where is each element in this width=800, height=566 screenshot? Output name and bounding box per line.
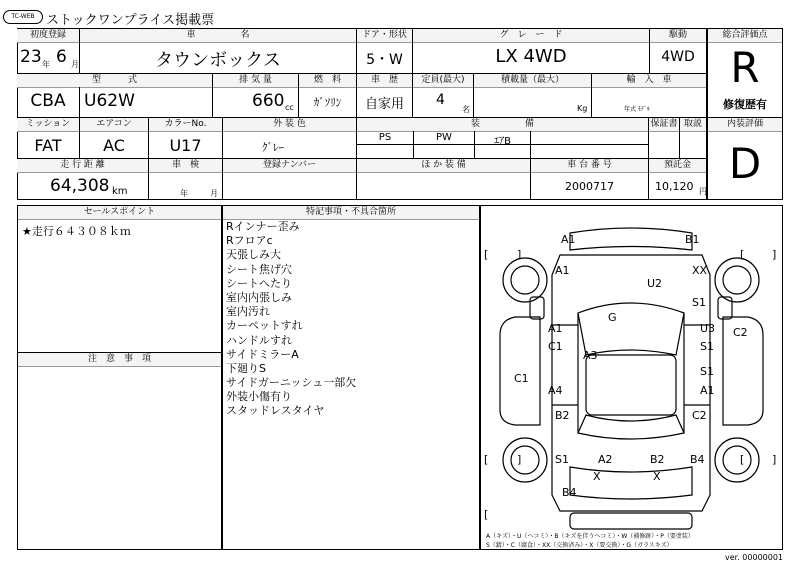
note-item: 下廻りS	[226, 361, 266, 375]
note-item: Rフロアc	[226, 234, 273, 248]
rating-note: 修復歴有	[723, 98, 767, 111]
mark-g: G	[608, 311, 617, 324]
bracket-bl: [	[484, 453, 489, 466]
label-door: ドア・形状	[357, 29, 412, 43]
label-aircon: エアコン	[80, 118, 148, 132]
note-item: サイドガーニッシュ一部欠	[226, 376, 357, 390]
mileage: 64,308	[50, 176, 110, 196]
mission: FAT	[34, 136, 62, 155]
person-unit: 名	[462, 105, 470, 114]
year-unit: 年	[42, 60, 50, 69]
logo	[3, 10, 43, 24]
label-fuel: 燃 料	[299, 74, 356, 88]
label-caution: 注 意 事 項	[18, 353, 221, 367]
note-item: スタッドレスタイヤ	[226, 404, 325, 418]
label-deposit: 預託金	[649, 159, 706, 173]
note-item: 外装小傷有り	[226, 390, 292, 404]
label-overall-rating: 総合評価点	[708, 29, 782, 43]
note-item: カーペットすれ	[226, 319, 303, 333]
page-title: ストックワンプライス掲載票	[46, 13, 215, 28]
notes-list	[226, 220, 356, 419]
mark-c2-rb: C2	[692, 409, 707, 422]
label-usage: 車 歴	[357, 74, 412, 88]
label-interior-rating: 内装評価	[708, 118, 782, 132]
sales-point-1: ★走行６４３０８ｋｍ	[22, 225, 131, 238]
label-first-reg: 初度登録	[17, 29, 79, 43]
bracket-tr: [	[740, 248, 745, 261]
kg-unit: Kg	[577, 104, 588, 113]
note-item: シートへたり	[226, 276, 292, 290]
label-other-equipment: ほ か 装 備	[357, 159, 530, 173]
km-unit: km	[112, 186, 128, 197]
label-capacity: 定員(最大)	[413, 74, 473, 88]
mark-x1: X	[593, 470, 601, 483]
note-item: 室内汚れ	[226, 305, 270, 319]
fuel: ｶﾞｿﾘﾝ	[313, 96, 342, 109]
logo-text: TC-WEB	[11, 13, 35, 20]
mark-s1-r1: S1	[692, 296, 706, 309]
mark-c1-lm: C1	[548, 340, 563, 353]
mark-b4-r: B4	[690, 453, 705, 466]
first-reg-month: 6	[56, 47, 67, 67]
bracket-br: [	[740, 453, 745, 466]
label-import: 輸 入 車	[592, 74, 706, 88]
grade: LX 4WD	[495, 46, 567, 67]
label-grade: グ レ ー ド	[413, 29, 649, 43]
mark-a2: A2	[598, 453, 613, 466]
label-mileage: 走 行 距 離	[17, 159, 148, 173]
inspection-year-unit: 年	[180, 189, 188, 198]
label-notes: 特記事項・不具合箇所	[223, 206, 479, 220]
inspection-month-unit: 月	[210, 189, 218, 198]
label-chassis-no: 車 台 番 号	[531, 159, 648, 173]
aircon: AC	[103, 136, 125, 155]
note-item: 室内内張しみ	[226, 290, 292, 304]
bracket-bl-close: ]	[517, 453, 522, 466]
mark-a3: A3	[583, 349, 598, 362]
legend-line-2: S（錆）・C（腐食）・XX（交換済み）・X（要交換）・G（ガラスキズ）	[486, 542, 673, 549]
month-unit: 月	[71, 60, 79, 69]
mark-s1-r3: S1	[700, 365, 714, 378]
model-code: U62W	[84, 91, 135, 111]
equip-pw: PW	[436, 132, 452, 143]
drive: 4WD	[661, 49, 695, 65]
model-year-label: 年式 ﾓﾃﾞﾙ	[624, 106, 650, 113]
note-item: シート焦げ穴	[226, 262, 292, 276]
mark-c1-side: C1	[514, 372, 529, 385]
capacity: 4	[436, 92, 445, 108]
label-drive: 駆動	[650, 29, 706, 43]
mark-a1-top: A1	[561, 233, 576, 246]
color-no: U17	[169, 136, 202, 155]
label-car-name: 車 名	[80, 29, 356, 43]
mark-a1-left: A1	[555, 264, 570, 277]
label-model: 型 式	[17, 74, 212, 88]
model-prefix: CBA	[30, 91, 66, 111]
mark-u3: U3	[700, 322, 716, 335]
mark-b4-bottom: B4	[562, 486, 577, 499]
note-item: Rインナー歪み	[226, 220, 300, 233]
label-exterior-color: 外 装 色	[223, 118, 356, 132]
note-item: サイドミラーA	[226, 347, 299, 361]
sales-box	[17, 205, 222, 550]
equip-ps: PS	[378, 132, 392, 143]
bracket-tl: [	[484, 248, 489, 261]
bracket-tl-close: ]	[517, 248, 522, 261]
displacement: 660	[252, 91, 285, 111]
mark-b1-top: B1	[685, 233, 700, 246]
legend-line-1: A（キズ）・U（ヘコミ）・B（キズを伴うヘコミ）・W（補修跡）・P（要塗装）	[486, 533, 694, 540]
mark-a4: A4	[548, 384, 563, 397]
car-name: タウンボックス	[155, 50, 281, 71]
mark-b2-l: B2	[555, 409, 570, 422]
interior-rating: D	[728, 139, 762, 188]
mark-a1-r: A1	[700, 384, 715, 397]
bracket-bottom: [	[484, 508, 489, 521]
label-reg-number: 登録ナンバー	[223, 159, 356, 173]
chassis-no: 2000717	[565, 180, 614, 193]
mark-s1-rm: S1	[700, 340, 714, 353]
bracket-br-close: ]	[772, 453, 777, 466]
mark-a1-lm: A1	[548, 322, 563, 335]
deposit: 10,120	[655, 180, 694, 193]
exterior-color: ｸﾞﾚｰ	[262, 141, 284, 154]
label-load: 積載量（最大）	[474, 74, 591, 88]
mark-u2: U2	[647, 277, 663, 290]
cc-unit: cc	[285, 103, 294, 112]
bracket-tr-close: ]	[772, 248, 777, 261]
note-item: 天張しみ大	[226, 248, 281, 262]
label-displacement: 排 気 量	[213, 74, 298, 88]
note-item: ハンドルすれ	[226, 333, 292, 347]
label-inspection: 車 検	[149, 159, 222, 173]
label-manual: 取説	[680, 118, 706, 132]
usage: 自家用	[364, 97, 404, 112]
first-reg-year: 23	[20, 47, 42, 67]
mark-s1-b: S1	[555, 453, 569, 466]
label-color-no: カラーNo.	[149, 118, 222, 132]
equip-airbag: ｴｱB	[494, 136, 511, 147]
yen-unit: 円	[699, 187, 707, 196]
label-mission: ミッション	[17, 118, 79, 132]
door-shape: 5・W	[366, 52, 403, 68]
overall-rating: R	[730, 43, 760, 92]
mark-b2-b: B2	[650, 453, 665, 466]
label-equipment: 装 備	[357, 118, 648, 132]
mark-x2: X	[653, 470, 661, 483]
mark-xx: XX	[692, 264, 708, 277]
mark-c2-r: C2	[733, 326, 748, 339]
label-sales-points: セールスポイント	[18, 206, 221, 220]
label-warranty: 保証書	[649, 118, 679, 132]
version: ver. 00000001	[725, 553, 784, 562]
